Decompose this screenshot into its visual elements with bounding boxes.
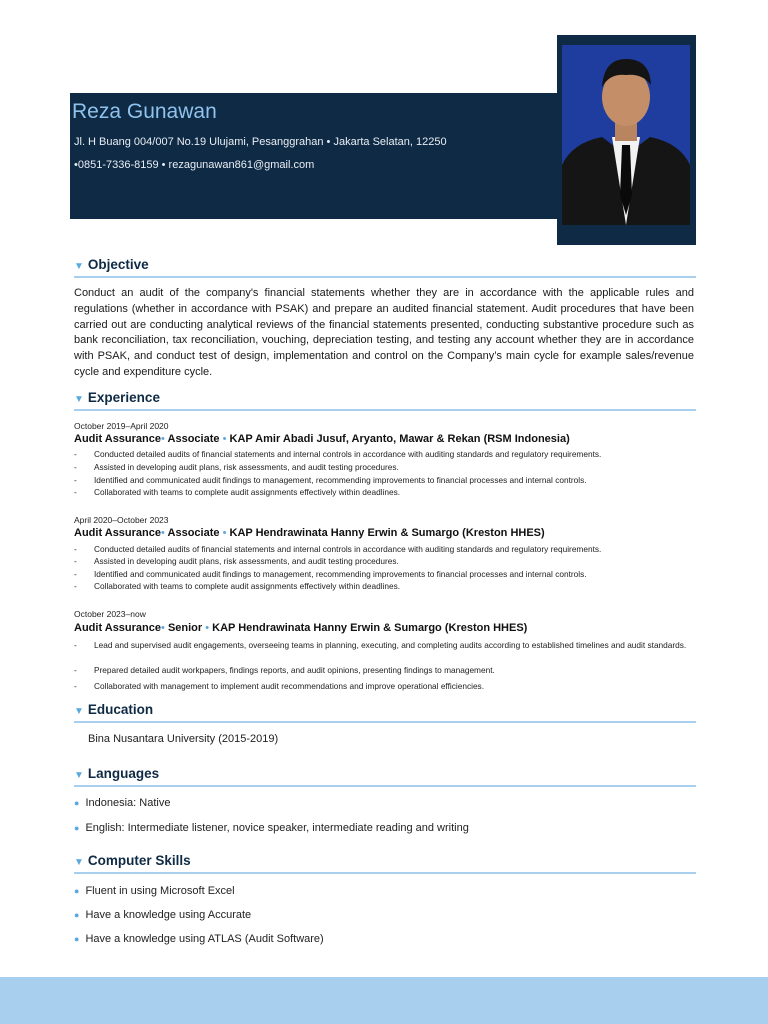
- section-divider: [74, 872, 696, 874]
- section-title: Languages: [87, 766, 160, 781]
- collapse-triangle-icon[interactable]: ▼: [74, 857, 84, 868]
- contact-info: •0851-7336-8159 • rezagunawan861@gmail.com: [74, 159, 315, 171]
- bullet-icon: ●: [74, 823, 80, 833]
- candidate-name: Reza Gunawan: [72, 100, 217, 123]
- list-item: ● Have a knowledge using Accurate: [74, 909, 252, 921]
- list-item: ● Have a knowledge using ATLAS (Audit Software): [74, 933, 324, 945]
- bullet-icon: ●: [74, 798, 80, 808]
- person-portrait-icon: [562, 45, 690, 225]
- section-title: Education: [87, 702, 154, 717]
- list-item: ● Fluent in using Microsoft Excel: [74, 885, 235, 897]
- section-divider: [74, 409, 696, 411]
- job-title: Audit Assurance• Associate • KAP Amir Abadi Jusuf, Aryanto, Mawar & Rekan (RSM Indonesia): [74, 433, 570, 445]
- section-title: Experience: [87, 390, 160, 405]
- section-divider: [74, 721, 696, 723]
- collapse-triangle-icon[interactable]: ▼: [74, 394, 84, 405]
- education-item: Bina Nusantara University (2015-2019): [88, 733, 279, 745]
- skills-section: [74, 852, 696, 870]
- education-section: [74, 701, 696, 719]
- bullet-icon: ●: [74, 910, 80, 920]
- bullet-icon: ●: [74, 934, 80, 944]
- collapse-triangle-icon[interactable]: ▼: [74, 706, 84, 717]
- address: Jl. H Buang 004/007 No.19 Ulujami, Pesanggrahan • Jakarta Selatan, 12250: [74, 136, 447, 148]
- job-title: Audit Assurance• Senior • KAP Hendrawinata Hanny Erwin & Sumargo (Kreston HHES): [74, 622, 528, 634]
- bullet-icon: ●: [74, 886, 80, 896]
- footer-band: [0, 977, 768, 1024]
- job-title: Audit Assurance• Associate • KAP Hendrawinata Hanny Erwin & Sumargo (Kreston HHES): [74, 527, 545, 539]
- job-date: October 2019–April 2020: [74, 421, 169, 431]
- job-date: October 2023–now: [74, 609, 146, 619]
- section-divider: [74, 276, 696, 278]
- languages-section: [74, 765, 696, 783]
- objective-section: [74, 256, 696, 274]
- objective-text: Conduct an audit of the company's financial statements whether they are in accordance with the applicable rules and regulations (whether in accordance with PSAK) and prepare an audited financial statement. Audit procedures that have been carried out are conducting analytical reviews of the financial statements presented, conducting substantive procedure such as bank reconciliation, tax reconciliation, vouching, depreciation testing, and testing any account whether they are in accordance with PSAK, and conduct test of design, implementation and control on the Company’s main cycle for example sales/revenue cycle and expenditure cycle.: [74, 287, 694, 378]
- job-date: April 2020–October 2023: [74, 515, 169, 525]
- experience-section: [74, 389, 696, 407]
- section-divider: [74, 785, 696, 787]
- collapse-triangle-icon[interactable]: ▼: [74, 770, 84, 781]
- list-item: ● Indonesia: Native: [74, 797, 171, 809]
- section-title: Objective: [87, 257, 149, 272]
- collapse-triangle-icon[interactable]: ▼: [74, 261, 84, 272]
- section-title: Computer Skills: [87, 853, 191, 868]
- list-item: ● English: Intermediate listener, novice speaker, intermediate reading and writing: [74, 822, 469, 834]
- profile-photo: [562, 45, 690, 225]
